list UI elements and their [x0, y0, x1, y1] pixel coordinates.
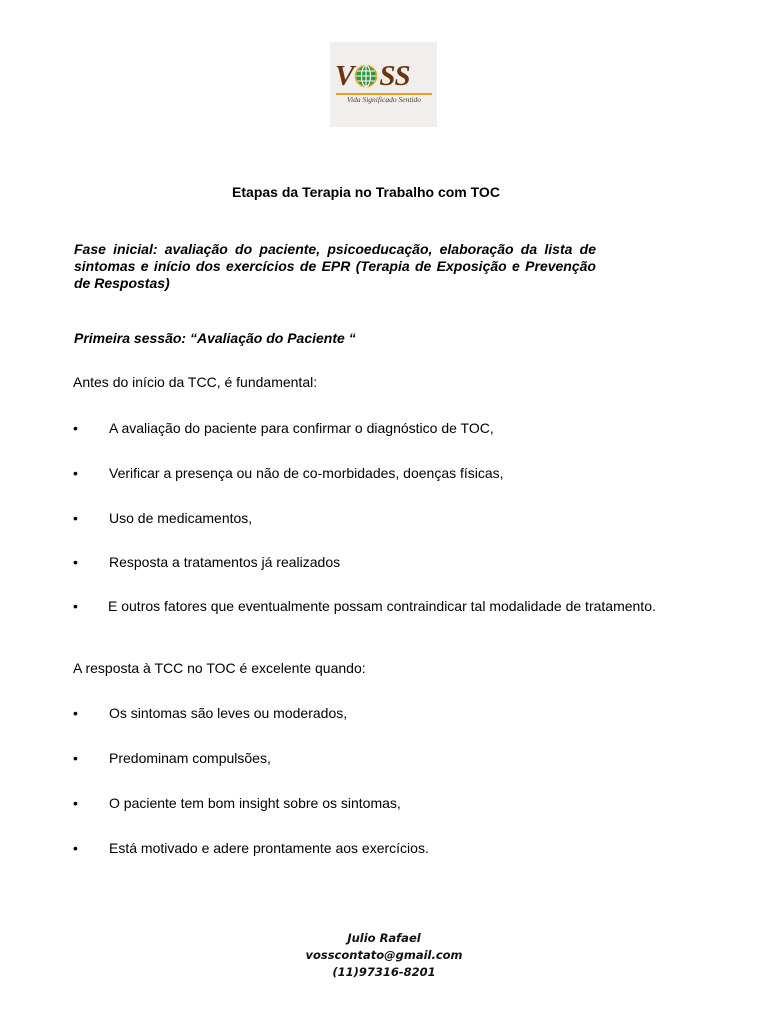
voss-logo	[330, 42, 437, 127]
bullet-icon: •	[73, 705, 78, 721]
footer-phone: (11)97316-8201	[332, 965, 436, 979]
footer-name: Julio Rafael	[347, 931, 421, 945]
list-item-text: Verificar a presença ou não de co-morbidades, doenças físicas,	[109, 465, 504, 481]
bullet-icon: •	[73, 465, 78, 481]
list-item-text: Está motivado e adere prontamente aos exercícios.	[109, 840, 429, 856]
bullet-icon: •	[73, 554, 78, 570]
intro-paragraph-1: Antes do início da TCC, é fundamental:	[73, 374, 318, 390]
bullet-icon: •	[73, 750, 78, 766]
footer-email: vosscontato@gmail.com	[305, 948, 463, 962]
list-item-text: Predominam compulsões,	[109, 750, 271, 766]
bullet-icon: •	[73, 598, 78, 614]
logo-tagline: Vida Significado Sentido	[346, 95, 422, 104]
bullet-icon: •	[73, 510, 78, 526]
phase-heading: Fase inicial: avaliação do paciente, psicoeducação, elaboração da lista de sintomas e início dos exercícios de EPR (Terapia de Exposição e Prevenção de Respostas)	[74, 241, 596, 291]
list-item-text: Resposta a tratamentos já realizados	[109, 554, 341, 570]
globe-icon	[354, 64, 378, 88]
bullet-icon: •	[73, 840, 78, 856]
list-item-text: O paciente tem bom insight sobre os sintomas,	[109, 795, 401, 811]
bullet-icon: •	[73, 420, 78, 436]
document-title: Etapas da Terapia no Trabalho com TOC	[232, 184, 500, 200]
session-heading: Primeira sessão: “Avaliação do Paciente “	[74, 330, 356, 346]
list-item-text: Os sintomas são leves ou moderados,	[109, 705, 348, 721]
footer-contact	[0, 930, 768, 981]
list-item-text: Uso de medicamentos,	[109, 510, 253, 526]
list-item-text: A avaliação do paciente para confirmar o diagnóstico de TOC,	[109, 420, 494, 436]
bullet-icon: •	[73, 795, 78, 811]
intro-paragraph-2: A resposta à TCC no TOC é excelente quando:	[73, 660, 366, 676]
list-item-text: E outros fatores que eventualmente possam contraindicar tal modalidade de tratamento.	[108, 598, 656, 614]
list-item	[73, 598, 658, 615]
logo-wordmark: V SS	[335, 60, 410, 92]
